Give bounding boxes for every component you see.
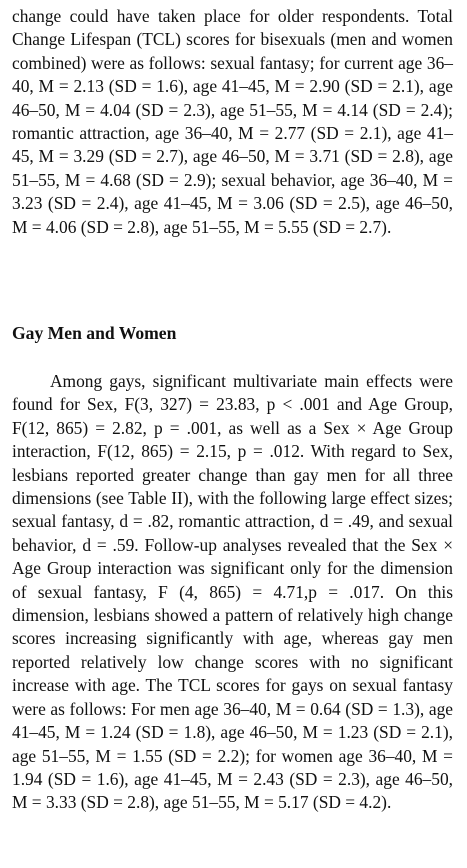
continued-paragraph: change could have taken place for older respondents. Total Change Lifespan (TCL) scores for bisexuals (men and women combined) were as follows: sexual fantasy; for current age 36–40, M = 2.13 (SD = 1.6), age 41–45, M = 2.90 (SD = 2.1), age 46–50, M = 4.04 (SD = 2.3), age 51–55, M = 4.14 (SD = 2.4); romantic attraction, age 36–40, M = 2.77 (SD = 2.1), age 41–45, M = 3.29 (SD = 2.7), age 46–50, M = 3.71 (SD = 2.8), age 51–55, M = 4.68 (SD = 2.9); sexual behavior, age 36–40, M = 3.23 (SD = 2.4), age 41–45, M = 3.06 (SD = 2.5), age 46–50, M = 4.06 (SD = 2.8), age 51–55, M = 5.55 (SD = 2.7). <box>12 6 453 237</box>
section-paragraph: Among gays, significant multivariate main effects were found for Sex, F(3, 327) = 23.83, p < .001 and Age Group, F(12, 865) = 2.82, p = .001, as well as a Sex × Age Group interaction, F(12, 865) = 2.15, p = .012. With regard to Sex, lesbians reported greater change than gay men for all three dimensions (see Table II), with the following large effect sizes; sexual fantasy, d = .82, romantic attraction, d = .49, and sexual behavior, d = .59. Follow-up analyses revealed that the Sex × Age Group interaction was significant only for the dimension of sexual fantasy, F (4, 865) = 4.71,p = .017. On this dimension, lesbians showed a pattern of relatively high change scores increasing significantly with age, whereas gay men reported relatively low change scores with no significant increase with age. The TCL scores for gays on sexual fantasy were as follows: For men age 36–40, M = 0.64 (SD = 1.3), age 41–45, M = 1.24 (SD = 1.8), age 46–50, M = 1.23 (SD = 2.1), age 51–55, M = 1.55 (SD = 2.2); for women age 36–40, M = 1.94 (SD = 1.6), age 41–45, M = 2.43 (SD = 2.3), age 46–50, M = 3.33 (SD = 2.8), age 51–55, M = 5.17 (SD = 4.2). <box>12 371 453 813</box>
section-heading: Gay Men and Women <box>12 323 177 343</box>
